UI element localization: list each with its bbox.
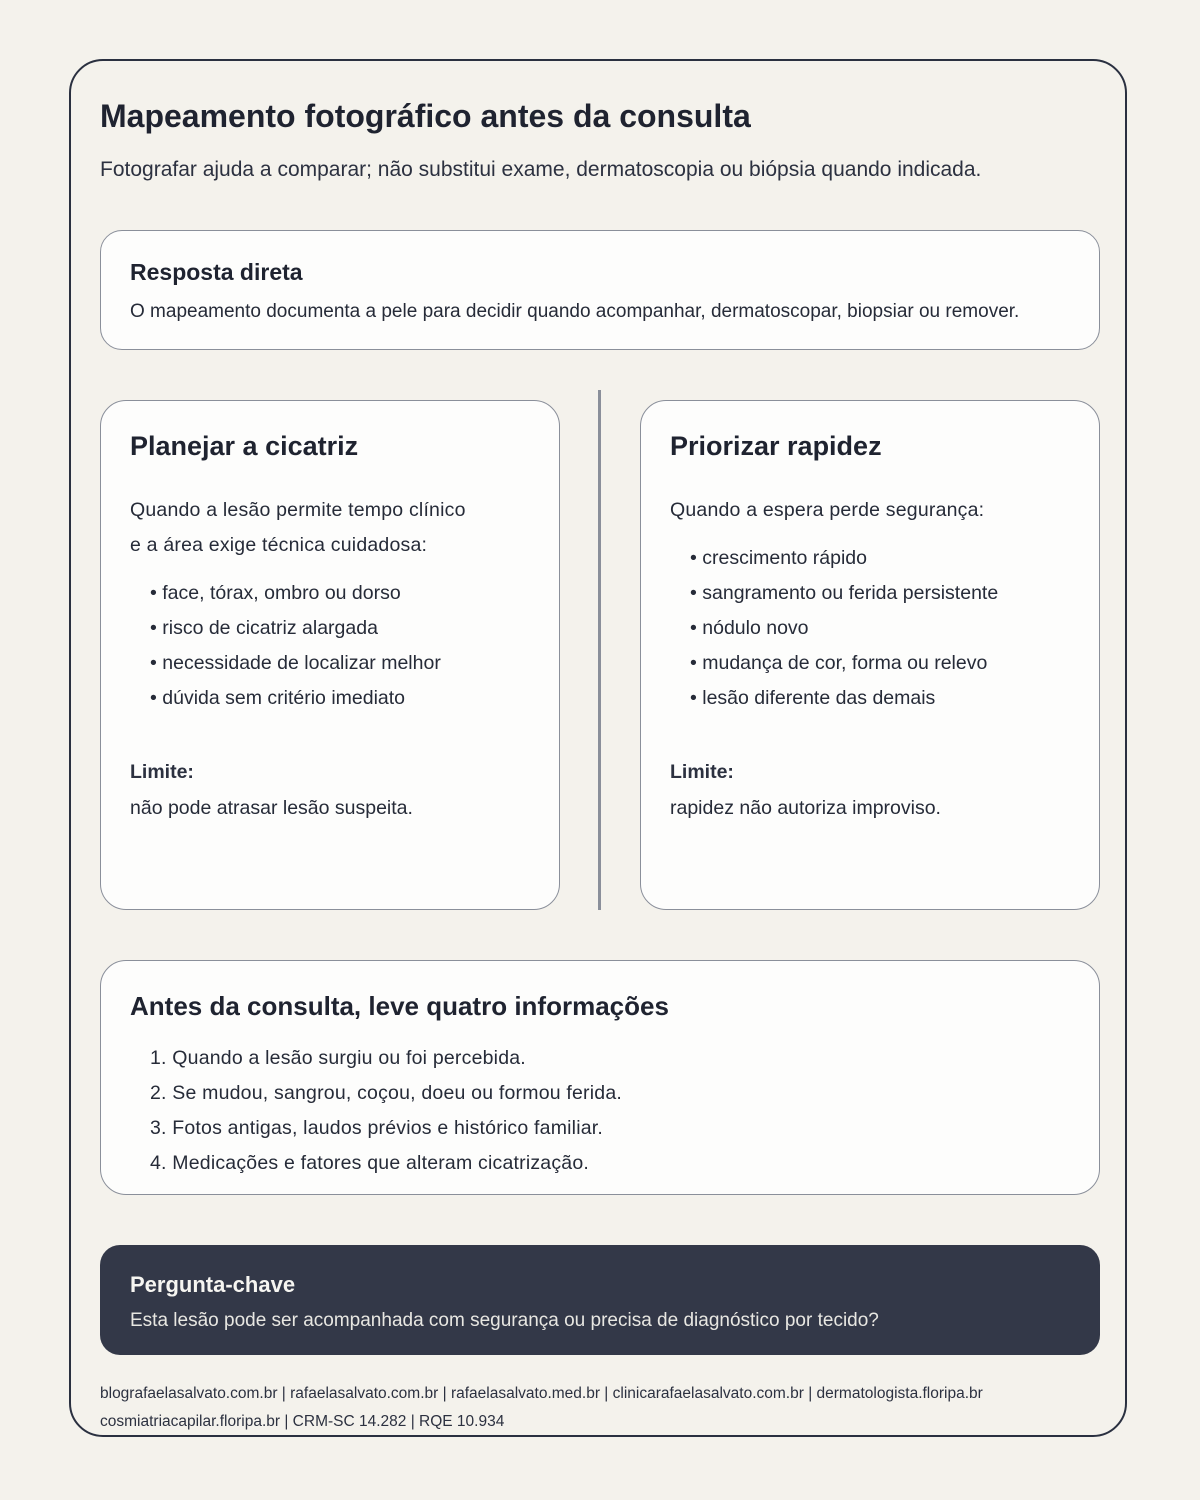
page-title: Mapeamento fotográfico antes da consulta [100,98,751,134]
list-item: • necessidade de localizar melhor [150,646,441,681]
list-item: 4. Medicações e fatores que alteram cicatrização. [150,1152,590,1174]
direct-answer-heading: Resposta direta [130,259,303,285]
scar-planning-intro [130,493,466,563]
prioritize-speed-card [640,400,1100,910]
consultation-info-list [150,1041,622,1181]
direct-answer-text: O mapeamento documenta a pele para decidir quando acompanhar, dermatoscopar, biopsiar ou remover. [130,301,1020,322]
list-item: • dúvida sem critério imediato [150,681,441,716]
key-question-text: Esta lesão pode ser acompanhada com segurança ou precisa de diagnóstico por tecido? [130,1310,879,1331]
list-item: 3. Fotos antigas, laudos prévios e histórico familiar. [150,1117,604,1139]
key-question-heading: Pergunta-chave [130,1272,296,1297]
direct-answer-card [100,230,1100,350]
list-item: 1. Quando a lesão surgiu ou foi percebida. [150,1047,526,1069]
consultation-info-heading: Antes da consulta, leve quatro informações [130,991,669,1021]
list-item: • lesão diferente das demais [690,681,998,716]
list-item: • risco de cicatriz alargada [150,611,441,646]
consultation-info-card [100,960,1100,1195]
footer-credentials: cosmiatriacapilar.floripa.br | CRM-SC 14.282 | RQE 10.934 [100,1413,505,1430]
footer-links: blografaelasalvato.com.br | rafaelasalvato.com.br | rafaelasalvato.med.br | clinicarafaelasalvato.com.br | dermatologista.floripa.br [100,1385,983,1402]
limit-text: não pode atrasar lesão suspeita. [130,797,413,819]
prioritize-speed-heading: Priorizar rapidez [670,431,882,461]
prioritize-speed-list [690,541,998,716]
key-question-card [100,1245,1100,1355]
list-item: • face, tórax, ombro ou dorso [150,576,441,611]
intro-line: e a área exige técnica cuidadosa: [130,534,428,556]
intro-line: Quando a espera perde segurança: [670,499,985,521]
page-subtitle: Fotografar ajuda a comparar; não substitui exame, dermatoscopia ou biópsia quando indicada. [100,158,982,181]
limit-label: Limite: [130,761,194,783]
list-item: • mudança de cor, forma ou relevo [690,646,998,681]
scar-planning-card [100,400,560,910]
limit-label: Limite: [670,761,734,783]
list-item: • sangramento ou ferida persistente [690,576,998,611]
prioritize-speed-intro [670,493,984,528]
limit-text: rapidez não autoriza improviso. [670,797,941,819]
list-item: 2. Se mudou, sangrou, coçou, doeu ou formou ferida. [150,1082,622,1104]
scar-planning-list [150,576,441,716]
list-item: • crescimento rápido [690,541,998,576]
list-item: • nódulo novo [690,611,998,646]
column-divider [598,390,601,910]
scar-planning-heading: Planejar a cicatriz [130,431,359,461]
intro-line: Quando a lesão permite tempo clínico [130,499,466,521]
